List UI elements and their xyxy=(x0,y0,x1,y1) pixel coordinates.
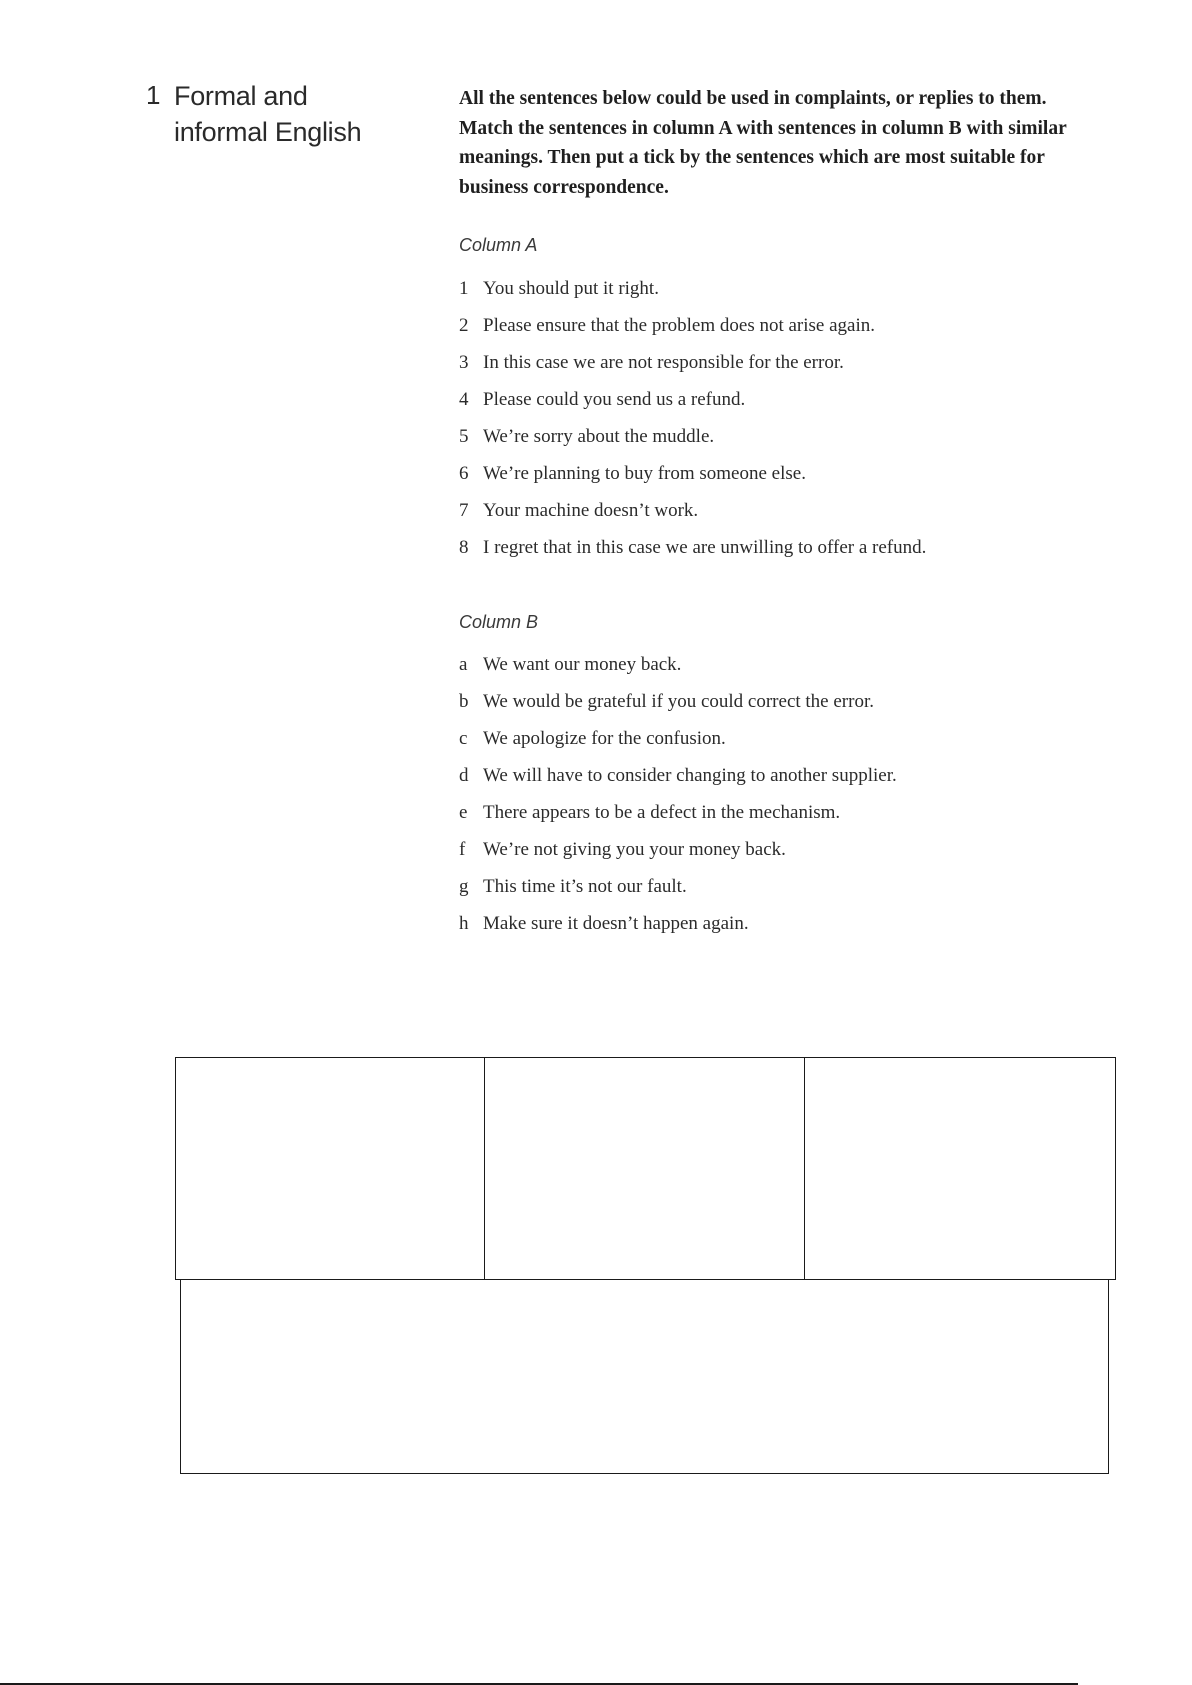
item-text: We apologize for the confusion. xyxy=(483,728,726,749)
exercise-instructions: All the sentences below could be used in complaints, or replies to them. Match the sentences in column A with sentences in column B with similar meanings. Then put a tick by the sentences which are most suitable for business correspondence. xyxy=(459,88,1067,198)
section-number: 1 xyxy=(146,80,161,110)
answer-cell[interactable] xyxy=(805,1058,1115,1279)
footer-divider xyxy=(0,1683,1078,1685)
column-a-list xyxy=(459,277,926,573)
item-text: Your machine doesn’t work. xyxy=(483,500,699,521)
column-b-heading: Column B xyxy=(459,612,539,632)
item-number: 5 xyxy=(459,426,469,447)
item-letter: d xyxy=(459,765,469,786)
item-text: We want our money back. xyxy=(483,654,682,675)
item-text: You should put it right. xyxy=(483,278,659,299)
column-a-heading: Column A xyxy=(459,235,538,255)
column-a-item xyxy=(459,425,926,462)
item-number: 8 xyxy=(459,537,469,558)
item-number: 6 xyxy=(459,463,469,484)
section-title: Formal and informal English xyxy=(174,81,362,147)
item-letter: c xyxy=(459,728,468,749)
column-b-item xyxy=(459,838,897,875)
item-text: Make sure it doesn’t happen again. xyxy=(483,913,749,934)
answer-grid xyxy=(175,1057,1116,1280)
column-b-item xyxy=(459,764,897,801)
item-text: Please ensure that the problem does not arise again. xyxy=(483,315,876,336)
column-a-item xyxy=(459,351,926,388)
column-a-item xyxy=(459,499,926,536)
item-text: In this case we are not responsible for the error. xyxy=(483,352,844,373)
item-text: Please could you send us a refund. xyxy=(483,389,746,410)
column-b-item xyxy=(459,912,897,949)
item-letter: f xyxy=(459,839,466,860)
item-letter: a xyxy=(459,654,468,675)
item-text: We would be grateful if you could correct the error. xyxy=(483,691,874,712)
column-b-item xyxy=(459,801,897,838)
item-text: We’re not giving you your money back. xyxy=(483,839,786,860)
column-b-item xyxy=(459,875,897,912)
column-a-item xyxy=(459,388,926,425)
answer-box[interactable] xyxy=(180,1279,1109,1474)
item-text: We’re sorry about the muddle. xyxy=(483,426,715,447)
item-letter: g xyxy=(459,876,469,897)
column-b-item xyxy=(459,653,897,690)
item-text: We’re planning to buy from someone else. xyxy=(483,463,806,484)
item-text: I regret that in this case we are unwilling to offer a refund. xyxy=(483,537,927,558)
column-b-item xyxy=(459,727,897,764)
item-number: 4 xyxy=(459,389,469,410)
item-text: There appears to be a defect in the mechanism. xyxy=(483,802,841,823)
column-a-item xyxy=(459,462,926,499)
item-text: This time it’s not our fault. xyxy=(483,876,687,897)
item-number: 7 xyxy=(459,500,469,521)
column-a-item xyxy=(459,536,926,573)
item-letter: e xyxy=(459,802,468,823)
column-a-item xyxy=(459,314,926,351)
answer-cell[interactable] xyxy=(485,1058,805,1279)
item-letter: b xyxy=(459,691,469,712)
answer-cell[interactable] xyxy=(176,1058,485,1279)
item-number: 3 xyxy=(459,352,469,373)
column-a-item xyxy=(459,277,926,314)
item-text: We will have to consider changing to another supplier. xyxy=(483,765,897,786)
item-number: 1 xyxy=(459,278,469,299)
item-letter: h xyxy=(459,913,469,934)
item-number: 2 xyxy=(459,315,469,336)
column-b-list xyxy=(459,653,897,949)
column-b-item xyxy=(459,690,897,727)
